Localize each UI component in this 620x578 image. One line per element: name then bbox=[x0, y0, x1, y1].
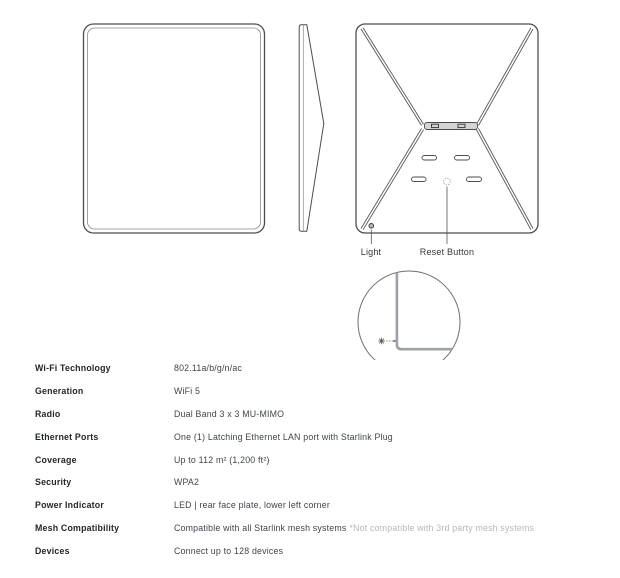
back-view bbox=[356, 24, 538, 244]
light-label: Light bbox=[360, 247, 382, 257]
spec-label: Coverage bbox=[35, 454, 77, 465]
spec-label: Radio bbox=[35, 408, 61, 419]
spec-value: LED | rear face plate, lower left corner bbox=[174, 500, 330, 511]
front-outline bbox=[84, 24, 265, 233]
corner-detail-view bbox=[358, 271, 460, 360]
spec-label: Security bbox=[35, 477, 72, 488]
spec-row-ethernet-ports bbox=[0, 429, 620, 452]
spec-row-power-indicator bbox=[0, 497, 620, 520]
spec-label: Power Indicator bbox=[35, 500, 104, 511]
spec-row-radio bbox=[0, 406, 620, 429]
spec-value: Up to 112 m² (1,200 ft²) bbox=[174, 454, 270, 465]
mount-bar bbox=[425, 123, 478, 130]
spec-row-coverage bbox=[0, 452, 620, 475]
spec-value: 802.11a/b/g/n/ac bbox=[174, 363, 243, 373]
spec-table bbox=[0, 360, 620, 566]
side-outline bbox=[299, 25, 324, 231]
spec-label: Wi-Fi Technology bbox=[35, 363, 111, 373]
spec-value: Connect up to 128 devices bbox=[174, 546, 284, 557]
spec-row-generation bbox=[0, 383, 620, 406]
spec-value: WPA2 bbox=[174, 477, 200, 488]
spec-label: Devices bbox=[35, 546, 70, 557]
spec-label: Ethernet Ports bbox=[35, 431, 99, 442]
side-view bbox=[299, 25, 324, 231]
spec-row-devices bbox=[0, 543, 620, 566]
front-view bbox=[84, 24, 265, 233]
spec-label: Generation bbox=[35, 385, 84, 396]
spec-row-mesh-compatibility bbox=[0, 520, 620, 543]
spec-value: One (1) Latching Ethernet LAN port with Starlink Plug bbox=[174, 431, 393, 442]
reset-button-label: Reset Button bbox=[419, 247, 475, 257]
detail-circle bbox=[358, 271, 460, 360]
light-dot-icon bbox=[369, 224, 374, 229]
spec-note: *Not compatible with 3rd party mesh systems bbox=[349, 523, 535, 534]
led-light-icon bbox=[378, 338, 384, 344]
spec-row-security bbox=[0, 474, 620, 497]
spec-label: Mesh Compatibility bbox=[35, 523, 120, 534]
spec-row-wifi-technology bbox=[0, 360, 620, 383]
spec-value: Compatible with all Starlink mesh systems *Not compatible with 3rd party mesh systems bbox=[174, 523, 535, 534]
spec-value: Dual Band 3 x 3 MU-MIMO bbox=[174, 408, 285, 419]
spec-value: WiFi 5 bbox=[174, 385, 201, 396]
